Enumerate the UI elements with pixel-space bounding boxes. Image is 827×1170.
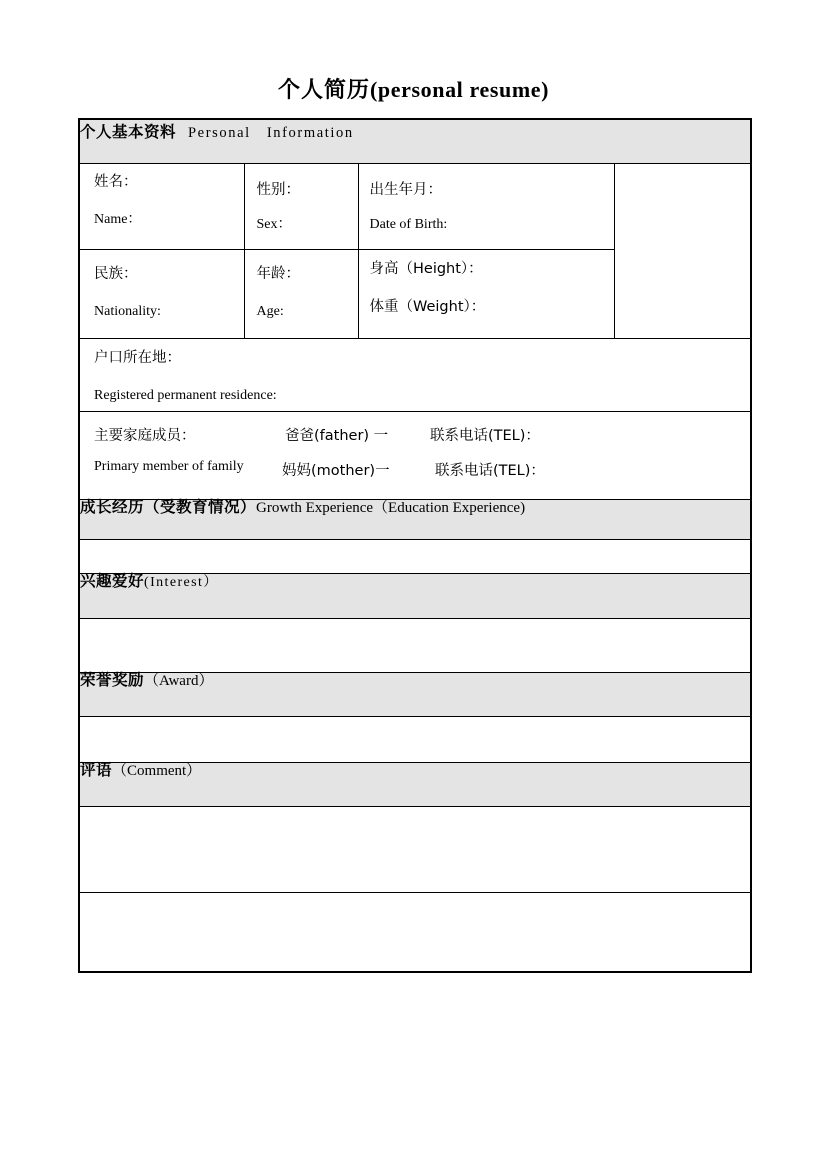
section-header-award — [79, 673, 751, 717]
field-cell-residence[interactable] — [79, 339, 751, 412]
field-label-residence-en: Registered permanent residence: — [94, 387, 277, 403]
page-title-cn: 个人简历 — [277, 78, 370, 103]
section-header-personal-info — [79, 119, 751, 164]
resume-table — [78, 118, 752, 973]
family-tel-father: 联系电话(TEL)： — [430, 428, 540, 444]
field-label-age-en: Age: — [256, 303, 284, 319]
section-body-award[interactable] — [79, 717, 751, 763]
field-label-nationality-en: Nationality: — [94, 303, 161, 319]
family-label-cn: 主要家庭成员： — [94, 428, 196, 444]
table-row-residence — [79, 339, 751, 412]
field-cell-sex[interactable] — [244, 164, 358, 250]
section-header-growth — [79, 500, 751, 540]
section-body-comment-1[interactable] — [79, 807, 751, 893]
field-cell-family[interactable] — [79, 412, 751, 500]
table-row-award-body — [79, 717, 751, 763]
table-row-comment-body-1 — [79, 807, 751, 893]
section-body-comment-2[interactable] — [79, 893, 751, 973]
table-row-name-sex-birth — [79, 164, 751, 250]
section-header-personal-info-en: Personal Information — [188, 125, 354, 141]
field-label-sex-en: Sex： — [256, 216, 292, 232]
field-cell-nationality[interactable] — [79, 250, 244, 339]
table-row-personal-info-header — [79, 119, 751, 164]
field-cell-name[interactable] — [79, 164, 244, 250]
section-header-interest-en: (Interest） — [144, 575, 219, 590]
section-body-interest[interactable] — [79, 619, 751, 673]
section-body-growth[interactable] — [79, 540, 751, 574]
section-header-growth-en: Growth Experience（Education Experience) — [256, 500, 526, 516]
section-header-interest-cn: 兴趣爱好 — [80, 572, 145, 590]
page-title — [0, 78, 827, 103]
table-row-interest-header — [79, 574, 751, 619]
family-mother: 妈妈(mother)一 — [282, 463, 390, 479]
field-cell-age[interactable] — [244, 250, 358, 339]
photo-placeholder-cell[interactable] — [614, 164, 751, 339]
field-label-name-en: Name： — [94, 211, 142, 227]
family-tel-mother: 联系电话(TEL)： — [435, 463, 545, 479]
field-label-weight: 体重（Weight）： — [369, 298, 486, 315]
field-cell-height-weight[interactable] — [358, 250, 614, 339]
section-header-comment-en: （Comment） — [112, 763, 202, 779]
section-header-comment — [79, 763, 751, 807]
field-label-name-cn: 姓名： — [94, 174, 138, 190]
table-row-comment-body-2 — [79, 893, 751, 973]
section-header-comment-cn: 评语 — [80, 761, 113, 779]
section-header-growth-cn: 成长经历（受教育情况） — [80, 498, 257, 516]
field-label-height: 身高（Height）： — [369, 261, 483, 277]
family-label-en: Primary member of family — [94, 459, 244, 474]
table-row-comment-header — [79, 763, 751, 807]
table-row-family — [79, 412, 751, 500]
field-label-age-cn: 年龄： — [256, 266, 300, 282]
table-row-interest-body — [79, 619, 751, 673]
section-header-award-en: （Award） — [144, 673, 214, 689]
table-row-growth-header — [79, 500, 751, 540]
section-header-interest — [79, 574, 751, 619]
family-father: 爸爸(father) 一 — [285, 428, 389, 444]
field-label-birth-cn: 出生年月： — [369, 182, 442, 198]
field-label-nationality-cn: 民族： — [94, 266, 138, 282]
section-header-personal-info-cn: 个人基本资料 — [80, 123, 177, 141]
section-header-award-cn: 荣誉奖励 — [80, 671, 145, 689]
table-row-award-header — [79, 673, 751, 717]
field-label-birth-en: Date of Birth: — [369, 216, 448, 232]
field-label-residence-cn: 户口所在地： — [94, 350, 181, 366]
field-label-sex-cn: 性别： — [256, 182, 300, 198]
field-cell-birth[interactable] — [358, 164, 614, 250]
page-title-en: (personal resume) — [369, 77, 550, 102]
table-row-growth-body — [79, 540, 751, 574]
